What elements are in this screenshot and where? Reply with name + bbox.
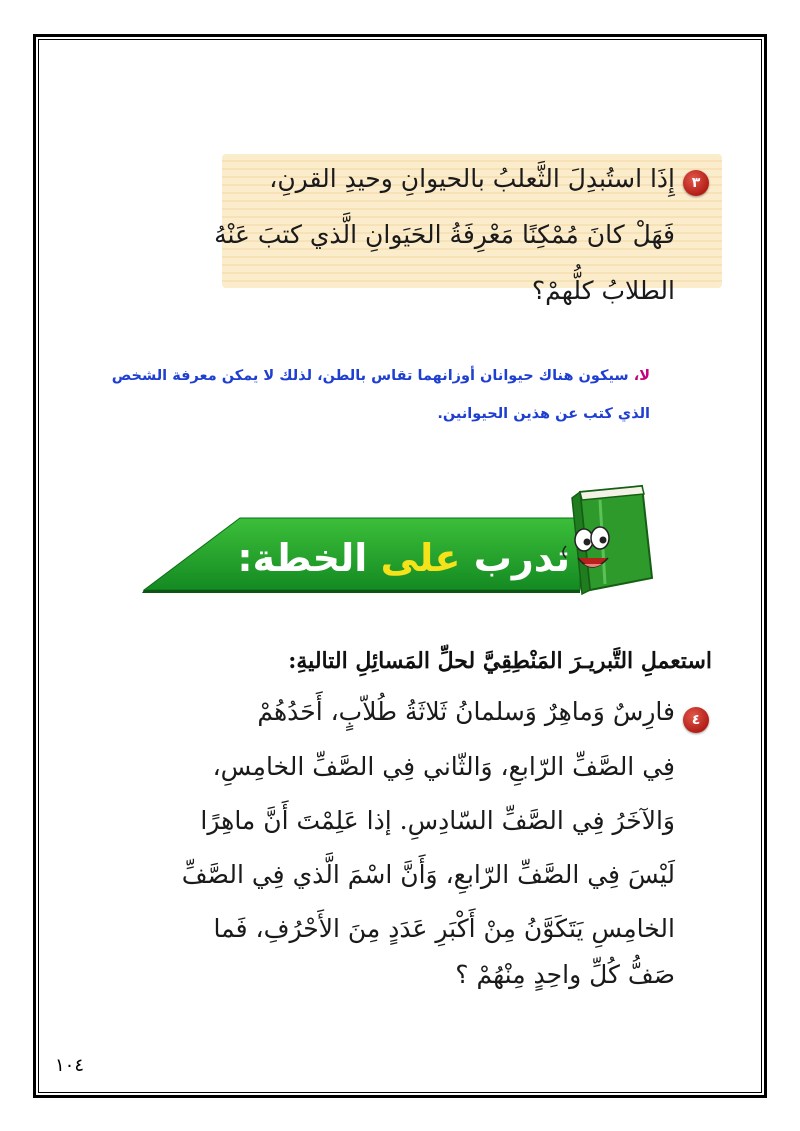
question-4-line: صَفُّ كُلِّ واحِدٍ مِنْهُمْ ؟ [455, 960, 675, 989]
banner-word-1: تدرب [473, 536, 570, 580]
book-mascot-icon [560, 480, 660, 600]
answer-prefix: لا، [633, 368, 650, 384]
question-3-line: إِذَا استُبدِلَ الثَّعلبُ بالحيوانِ وحيدِ القرنِ، [269, 164, 675, 193]
question-number-badge: ٤ [683, 707, 709, 733]
answer-text: سيكون هناك حيوانان أوزانهما تقاس بالطن، لذلك لا يمكن معرفة الشخص [111, 368, 634, 384]
practice-banner [140, 480, 660, 600]
banner-word-3: الخطة: [237, 536, 368, 580]
question-4-line: الخامِسِ يَتَكَوَّنُ مِنْ أَكْبَرِ عَدَدٍ مِنَ الأَحْرُفِ، فَما [213, 914, 675, 943]
question-4-line: فارِسٌ وَماهِرٌ وَسلمانُ ثَلاثَةُ طُلاّبٍ، أَحَدُهُمْ [257, 697, 675, 726]
question-4-line: وَالآخَرُ فِي الصَّفِّ السّادِسِ. إذا عَلِمْتَ أَنَّ ماهِرًا [200, 806, 675, 835]
question-number-badge: ٣ [683, 170, 709, 196]
question-3-line: الطلابُ كلُّهمْ؟ [531, 276, 675, 305]
question-3-line: فَهَلْ كانَ مُمْكِنًا مَعْرِفَةُ الحَيَوانِ الَّذي كتبَ عَنْهُ [214, 220, 675, 249]
question-4-line: فِي الصَّفِّ الرّابعِ، وَالثّاني فِي الصَّفِّ الخامِسِ، [212, 752, 675, 781]
banner-word-2: على [380, 536, 461, 580]
question-4-line: لَيْسَ فِي الصَّفِّ الرّابعِ، وَأَنَّ اسْمَ الَّذي فِي الصَّفِّ [181, 860, 675, 889]
page-number: ١٠٤ [55, 1055, 85, 1076]
instruction-heading: استعملِ التَّبريـرَ المَنْطِقِيَّ لحلِّ المَسائِلِ التاليةِ: [288, 648, 712, 674]
question-3-text [155, 164, 675, 314]
banner-title [230, 528, 570, 588]
answer-line-1 [112, 368, 650, 384]
answer-line-2: الذي كتب عن هذين الحيوانين. [437, 406, 650, 422]
